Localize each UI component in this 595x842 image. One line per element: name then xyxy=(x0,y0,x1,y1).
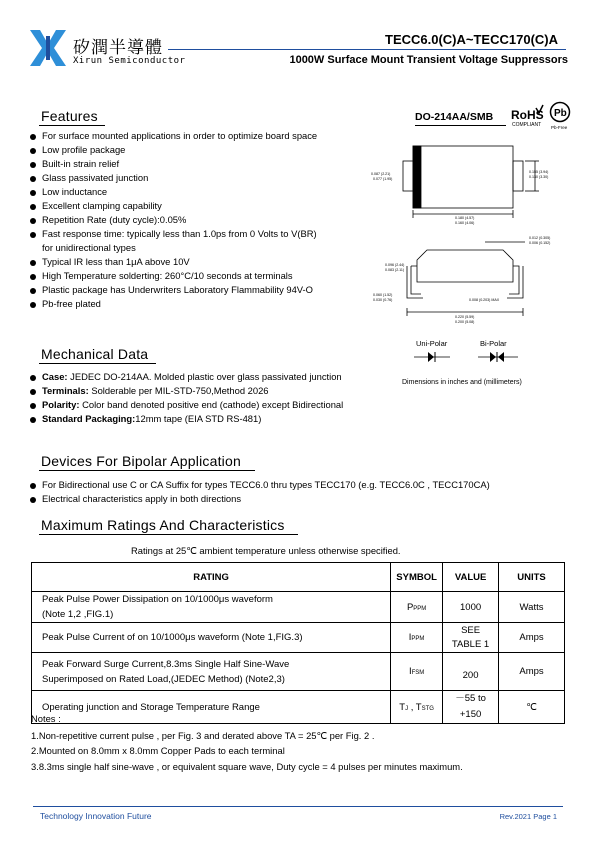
units-cell: Amps xyxy=(499,623,565,653)
feature-item: Low profile package xyxy=(29,143,374,157)
feature-item: Repetition Rate (duty cycle):0.05% xyxy=(29,213,374,227)
rating-text-line1: Peak Pulse Power Dissipation on 10/1000μs waveform xyxy=(42,594,273,605)
dim-label: 0.160 (4.06) xyxy=(455,221,475,225)
uni-polar-label: Uni-Polar xyxy=(416,339,448,348)
table-row xyxy=(32,592,565,623)
feature-item: Typical IR less than 1μA above 10V xyxy=(29,255,374,269)
dim-label: 0.006 (0.152) xyxy=(529,241,551,245)
symbol-subscript: FSM xyxy=(411,670,425,676)
rating-text-line2: Superimposed on Rated Load,(JEDEC Method) (Note2,3) xyxy=(42,673,285,685)
symbol-subscript: J xyxy=(405,705,409,712)
dim-label: 0.008 (0.203) MAX xyxy=(469,298,500,302)
rohs-sublabel: COMPLIANT xyxy=(512,122,542,128)
mechanical-heading-rule xyxy=(39,363,156,364)
feature-item: High Temperature solderting: 260°C/10 seconds at terminals xyxy=(29,269,374,283)
features-heading: Features xyxy=(41,108,98,124)
symbol-letter: , T xyxy=(408,701,422,713)
features-list xyxy=(29,129,374,311)
table-row xyxy=(32,653,565,691)
feature-item: Fast response time: typically less than 1.0ps from 0 Volts to V(BR) xyxy=(29,227,374,241)
company-name-en: Xirun Semiconductor xyxy=(73,56,186,66)
rating-cell xyxy=(32,691,391,724)
mechanical-heading: Mechanical Data xyxy=(41,346,149,362)
rating-text-line1: Peak Forward Surge Current,8.3ms Single Half Sine-Wave xyxy=(42,658,290,670)
table-row xyxy=(32,623,565,653)
company-name-cn: 矽潤半導體 xyxy=(73,38,163,58)
bipolar-list xyxy=(29,478,569,506)
symbol-letter: I xyxy=(408,666,412,677)
dim-label: 0.087 (2.21) xyxy=(371,172,391,176)
company-logo xyxy=(30,30,66,66)
rating-cell xyxy=(32,653,391,691)
mechanical-item xyxy=(29,398,409,412)
feature-item: Plastic package has Underwriters Laboratory Flammability 94V-O xyxy=(29,283,374,297)
dim-label: 0.200 (5.08) xyxy=(455,320,475,324)
features-heading-rule xyxy=(39,125,105,126)
symbol-letter: P xyxy=(406,601,414,613)
dimensions-note: Dimensions in inches and (millimeters) xyxy=(402,379,522,386)
ratings-condition-note: Ratings at 25℃ ambient temperature unless otherwise specified. xyxy=(131,545,401,556)
mechanical-item xyxy=(29,384,409,398)
bipolar-item: Electrical characteristics apply in both directions xyxy=(29,492,569,506)
symbol-cell xyxy=(391,691,443,724)
footer-slogan: Technology Innovation Future xyxy=(40,811,152,821)
mechanical-item-text: Color band denoted positive end (cathode) except Bidirectional xyxy=(79,399,344,410)
value-line2: TABLE 1 xyxy=(451,638,490,650)
symbol-cell xyxy=(391,623,443,653)
feature-item: For surface mounted applications in order to optimize board space xyxy=(29,129,374,143)
value-line2: +150 xyxy=(459,709,482,720)
symbol-subscript: PPM xyxy=(411,636,425,642)
mechanical-item xyxy=(29,370,409,384)
rating-text-line1: Peak Pulse Current of on 10/1000μs waveform (Note 1,FIG.3) xyxy=(42,632,303,643)
footer-page-info: Rev.2021 Page 1 xyxy=(499,812,557,821)
mechanical-item-text: JEDEC DO-214AA. Molded plastic over glass passivated junction xyxy=(67,371,342,382)
bipolar-heading: Devices For Bipolar Application xyxy=(41,453,241,469)
ratings-heading-rule xyxy=(39,534,298,535)
dim-label: 0.077 (1.95) xyxy=(373,177,393,181)
ratings-heading: Maximum Ratings And Characteristics xyxy=(41,517,285,533)
package-top-view-drawing xyxy=(365,138,570,230)
mechanical-item-label: Terminals: xyxy=(42,385,89,396)
footer-rule xyxy=(33,806,563,807)
rohs-label: RoHS xyxy=(511,108,544,122)
feature-item: Low inductance xyxy=(29,185,374,199)
mechanical-item-text: 12mm tape (EIA STD RS-481) xyxy=(135,413,262,424)
mechanical-item-label: Polarity: xyxy=(42,399,80,410)
note-item: 1.Non-repetitive current pulse , per Fig. 3 and derated above TA = 25℃ per Fig. 2 . xyxy=(31,730,375,741)
package-name-rule xyxy=(415,125,506,126)
units-cell: Watts xyxy=(499,592,565,623)
dim-label: 0.180 (4.57) xyxy=(455,216,475,220)
rohs-icon xyxy=(510,104,544,130)
col-header-rating: RATING xyxy=(32,563,391,592)
table-row xyxy=(32,691,565,724)
package-side-view-drawing xyxy=(365,232,570,332)
dim-label: 0.030 (0.76) xyxy=(373,298,393,302)
unipolar-diode-icon xyxy=(412,350,452,364)
note-item: 2.Mounted on 8.0mm x 8.0mm Copper Pads to each terminal xyxy=(31,745,285,756)
mechanical-item-label: Standard Packaging: xyxy=(42,413,136,424)
bipolar-item: For Bidirectional use C or CA Suffix for types TECC6.0 thru types TECC170 (e.g. TECC6.0C , TECC170CA) xyxy=(29,478,569,492)
package-name: DO-214AA/SMB xyxy=(415,111,494,123)
table-header-row xyxy=(32,563,565,592)
value-line1: －55 to xyxy=(455,693,486,704)
symbol-cell xyxy=(391,653,443,691)
part-number-title: TECC6.0(C)A~TECC170(C)A xyxy=(385,32,558,47)
mechanical-item xyxy=(29,412,409,426)
bipolar-heading-rule xyxy=(39,470,255,471)
rating-cell xyxy=(32,623,391,653)
dim-label: 0.083 (2.11) xyxy=(385,268,405,272)
mechanical-list xyxy=(29,370,409,426)
feature-item-continued: for unidirectional types xyxy=(42,242,136,253)
dim-label: 0.060 (1.52) xyxy=(373,293,393,297)
col-header-symbol: SYMBOL xyxy=(391,563,443,592)
mechanical-item-text: Solderable per MIL-STD-750,Method 2026 xyxy=(88,385,269,396)
feature-item: Glass passivated junction xyxy=(29,171,374,185)
part-subtitle: 1000W Surface Mount Transient Voltage Suppressors xyxy=(289,54,568,66)
symbol-letter: I xyxy=(408,632,412,643)
notes-title: Notes : xyxy=(31,713,61,724)
col-header-value: VALUE xyxy=(443,563,499,592)
feature-item: Excellent clamping capability xyxy=(29,199,374,213)
dim-label: 0.155 (3.94) xyxy=(529,170,549,174)
header-rule xyxy=(168,49,566,50)
symbol-letter: T xyxy=(399,701,406,713)
dim-label: 0.220 (5.59) xyxy=(455,315,475,319)
symbol-cell xyxy=(391,592,443,623)
rating-text-line1: Operating junction and Storage Temperature Range xyxy=(42,701,260,713)
note-item: 3.8.3ms single half sine-wave , or equivalent square wave, Duty cycle = 4 pulses per minutes maximum. xyxy=(31,761,463,772)
bi-polar-label: Bi-Polar xyxy=(480,339,507,348)
value-cell: 200 xyxy=(443,653,499,691)
units-cell: Amps xyxy=(499,653,565,691)
feature-item: Pb-free plated xyxy=(29,297,374,311)
mechanical-item-label: Case: xyxy=(42,371,68,382)
dim-label: 0.096 (2.44) xyxy=(385,263,405,267)
symbol-subscript: STG xyxy=(421,705,434,712)
ratings-table xyxy=(31,562,565,724)
feature-item: Built-in strain relief xyxy=(29,157,374,171)
rating-cell xyxy=(32,592,391,623)
col-header-units: UNITS xyxy=(499,563,565,592)
value-cell: 1000 xyxy=(443,592,499,623)
value-line1: SEE xyxy=(461,624,481,636)
dim-label: 0.130 (3.30) xyxy=(529,175,549,179)
dim-label: 0.012 (0.305) xyxy=(529,236,551,240)
units-cell: ℃ xyxy=(499,691,565,724)
value-cell xyxy=(443,691,499,724)
symbol-subscript: PPM xyxy=(413,605,427,612)
pb-label: Pb xyxy=(554,108,567,119)
pb-sublabel: Pb-Free xyxy=(551,125,568,130)
value-cell xyxy=(443,623,499,653)
bipolar-diode-icon xyxy=(476,350,520,364)
pb-free-icon xyxy=(549,100,571,132)
rating-text-line2: (Note 1,2 ,FIG.1) xyxy=(42,609,114,620)
